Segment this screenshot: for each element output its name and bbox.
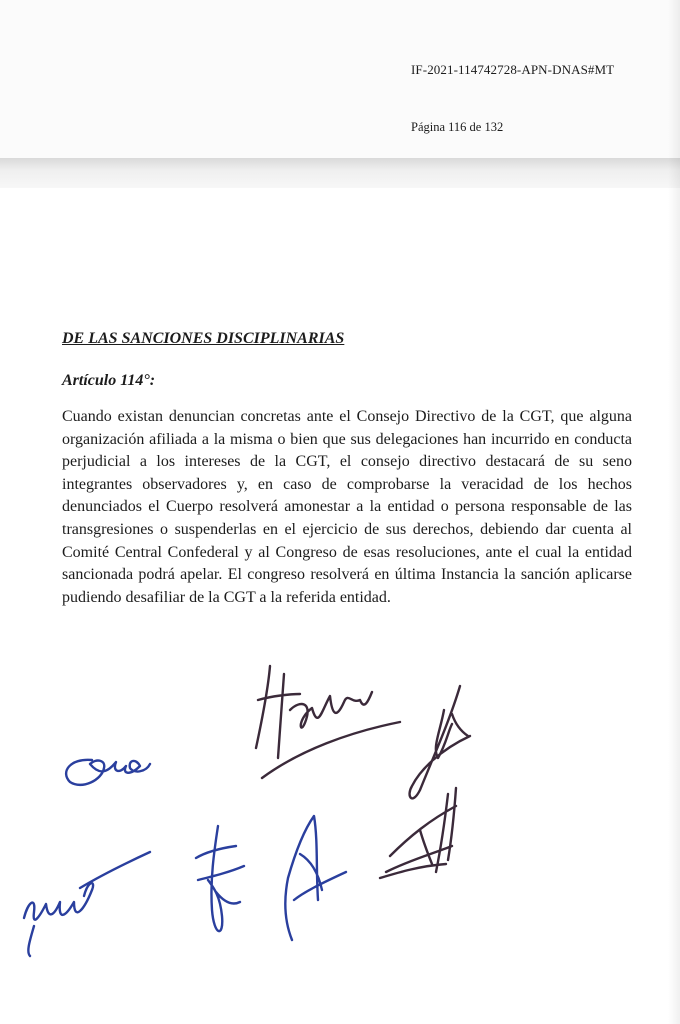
previous-page-footer: [0, 0, 680, 160]
article-title: Artículo 114°:: [62, 372, 156, 389]
page-number: Página 116 de 132: [411, 120, 504, 134]
signature-6: [285, 816, 346, 940]
signature-5: [196, 826, 244, 931]
signatures-drawing: [0, 640, 680, 1024]
signatures: [0, 640, 680, 1024]
signature-3: [410, 686, 470, 798]
signature-7: [380, 788, 456, 878]
signature-1: [66, 760, 150, 785]
page-break: [0, 158, 680, 188]
signature-4: [24, 852, 150, 956]
section-title: DE LAS SANCIONES DISCIPLINARIAS: [62, 330, 345, 347]
signature-2: [256, 666, 400, 778]
document-id: IF-2021-114742728-APN-DNAS#MT: [411, 62, 615, 77]
article-body: Cuando existan denuncian concretas ante el Consejo Directivo de la CGT, que alguna organización afiliada a la misma o bien que sus delegaciones han incurrido en conducta perjudicial a los intereses de la CGT, el consejo directivo destacará de su seno integrantes observadores y, en caso de comprobarse la veracidad de los hechos denunciados el Cuerpo resolverá amonestar a la entidad o persona responsable de las transgresiones o suspenderlas en el ejercicio de sus derechos, debiendo dar cuenta al Comité Central Confederal y al Congreso de esas resoluciones, ante el cual la entidad sancionada podrá apelar. El congreso resolverá en última Instancia la sanción aplicarse pudiendo desafiliar de la CGT a la referida entidad.: [62, 408, 632, 606]
